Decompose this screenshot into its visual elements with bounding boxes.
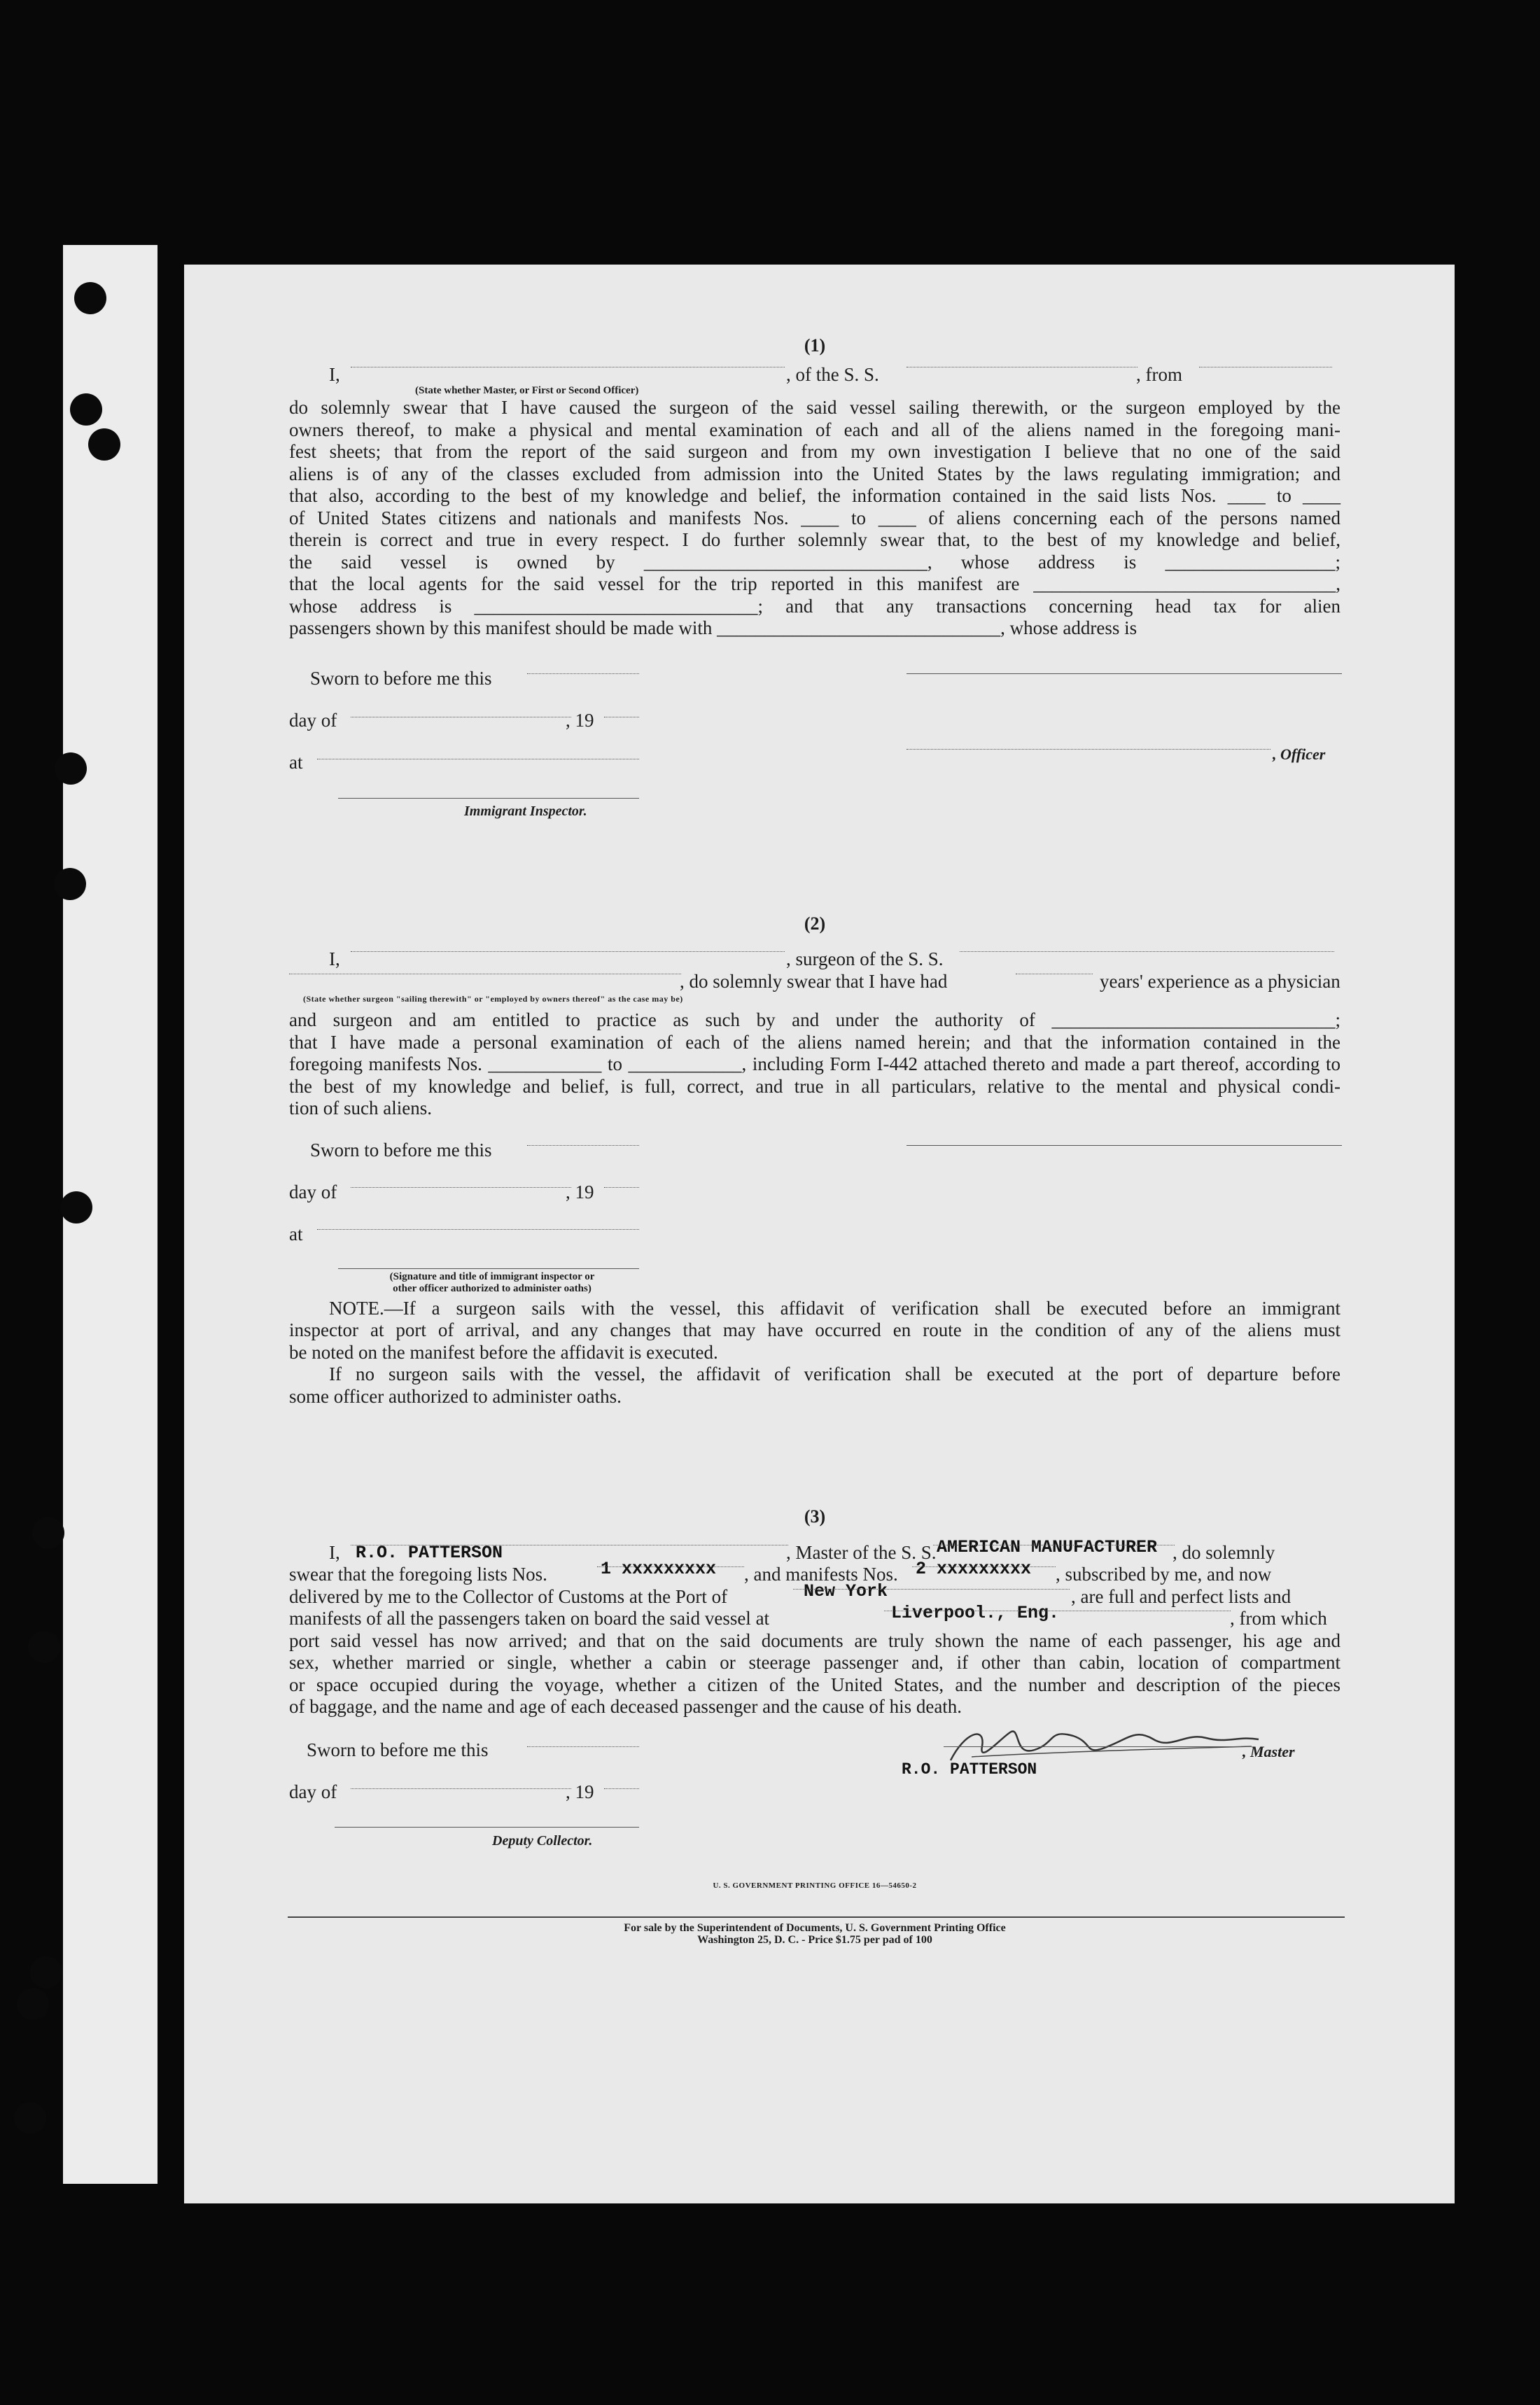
subscribed-label: , subscribed by me, and now bbox=[1056, 1564, 1272, 1585]
section-1-text-line: aliens is of any of the classes excluded from admission into the United States by the laws regulating immigration; and bbox=[289, 463, 1340, 484]
officer-caption: (State whether Master, or First or Second Officer) bbox=[415, 385, 639, 396]
typed-master-name: R.O. PATTERSON bbox=[356, 1542, 503, 1563]
section-3-number: (3) bbox=[804, 1506, 826, 1527]
officer-label: , Officer bbox=[1273, 745, 1326, 763]
typed-departure-port: Liverpool., Eng. bbox=[891, 1603, 1060, 1623]
official-signature-line[interactable] bbox=[338, 1268, 639, 1269]
section-1-text-line: of United States citizens and nationals and manifests Nos. ____ to ____ of aliens concerning each of the persons named bbox=[289, 507, 1340, 528]
sworn-label: Sworn to before me this bbox=[310, 1139, 492, 1161]
of-the-ss-label: , of the S. S. bbox=[786, 363, 879, 385]
pronoun-i: I, bbox=[329, 363, 340, 385]
surgeon-name-blank[interactable] bbox=[351, 951, 785, 952]
surgeon-ship-blank[interactable] bbox=[960, 951, 1334, 952]
year-blank[interactable] bbox=[604, 1187, 639, 1188]
sworn-label: Sworn to before me this bbox=[310, 667, 492, 689]
punch-hole bbox=[54, 868, 86, 900]
sworn-label: Sworn to before me this bbox=[307, 1739, 489, 1760]
perfect-lists-label: , are full and perfect lists and bbox=[1071, 1585, 1292, 1607]
from-label: , from bbox=[1136, 363, 1182, 385]
day-of-blank[interactable] bbox=[351, 1788, 571, 1789]
at-blank[interactable] bbox=[317, 1229, 639, 1230]
section-1-number: (1) bbox=[804, 335, 826, 356]
section-3-text-line: of baggage, and the name and age of each deceased passenger and the cause of his death. bbox=[289, 1696, 962, 1717]
day-of-label: day of bbox=[289, 709, 337, 731]
punch-hole bbox=[30, 1956, 62, 1989]
official-caption-line-1: (Signature and title of immigrant inspector or bbox=[389, 1270, 595, 1282]
note-text-line: NOTE.—If a surgeon sails with the vessel, this affidavit of verification shall be executed before an immigrant bbox=[329, 1297, 1340, 1319]
port-blank[interactable] bbox=[793, 1589, 1070, 1590]
section-3-paragraph bbox=[289, 1630, 1340, 1718]
document-content bbox=[289, 335, 1340, 1946]
surgeon-caption: (State whether surgeon "sailing therewith" or "employed by owners thereof" as the case may be) bbox=[303, 994, 683, 1004]
official-caption-line-2: other officer authorized to administer oaths) bbox=[393, 1282, 592, 1294]
at-label: at bbox=[289, 1223, 303, 1244]
section-1-text-line: passengers shown by this manifest should be made with ______________________________, whose address is bbox=[289, 617, 1138, 638]
note-text-line: inspector at port of arrival, and any changes that may have occurred en route in the condition of any of the aliens must bbox=[289, 1319, 1340, 1340]
punch-hole bbox=[60, 1191, 92, 1223]
typed-signature-name: R.O. PATTERSON bbox=[902, 1760, 1037, 1779]
section-2-text-line: tion of such aliens. bbox=[289, 1098, 432, 1119]
footer-sale bbox=[289, 1922, 1340, 1946]
swear-lists-label: swear that the foregoing lists Nos. bbox=[289, 1564, 547, 1585]
section-1-text-line: do solemnly swear that I have caused the surgeon of the said vessel sailing therewith, or the surgeon employed by the bbox=[289, 397, 1340, 418]
punch-hole bbox=[70, 393, 102, 426]
printer-line: U. S. GOVERNMENT PRINTING OFFICE 16—54650-2 bbox=[713, 1881, 917, 1890]
section-2-signature-block bbox=[289, 1120, 1340, 1294]
punch-hole bbox=[88, 428, 120, 461]
year-label: , 19 bbox=[566, 1781, 594, 1802]
section-3-signature-block bbox=[289, 1718, 1340, 1858]
day-of-label: day of bbox=[289, 1781, 337, 1802]
surgeon-signature-line[interactable] bbox=[906, 1145, 1342, 1146]
do-solemnly-label: , do solemnly bbox=[1172, 1541, 1275, 1563]
typed-vessel-name: AMERICAN MANUFACTURER bbox=[937, 1536, 1158, 1557]
typed-list-numbers: 1 xxxxxxxxx bbox=[601, 1559, 717, 1579]
footer-sale-line-2: Washington 25, D. C. - Price $1.75 per pad of 100 bbox=[697, 1934, 932, 1946]
master-signature-line[interactable] bbox=[944, 1746, 1241, 1747]
manifests-blank[interactable] bbox=[912, 1566, 1056, 1567]
lists-blank[interactable] bbox=[597, 1566, 744, 1567]
sworn-blank[interactable] bbox=[527, 1746, 639, 1747]
punch-hole bbox=[17, 1988, 49, 2020]
surgeon-of-ss-label: , surgeon of the S. S. bbox=[786, 948, 944, 969]
deputy-signature-line[interactable] bbox=[335, 1827, 639, 1828]
section-2-number: (2) bbox=[804, 913, 826, 934]
section-3-text-line: sex, whether married or single, whether a cabin or steerage passenger and, if other than cabin, location of compartment bbox=[289, 1652, 1340, 1673]
from-which-label: , from which bbox=[1230, 1608, 1327, 1629]
section-1-text-line: therein is correct and true in every respect. I do further solemnly swear that, to the best of my knowledge and belief, bbox=[289, 529, 1340, 550]
year-label: , 19 bbox=[566, 1181, 594, 1202]
section-1-paragraph bbox=[289, 397, 1340, 640]
year-label: , 19 bbox=[566, 709, 594, 731]
master-of-label: , Master of the S. S. bbox=[786, 1541, 937, 1563]
section-2-text-line: and surgeon and am entitled to practice as such by and under the authority of ______________________________; bbox=[289, 1009, 1340, 1030]
note-text-line: If no surgeon sails with the vessel, the affidavit of verification shall be executed at the port of departure before bbox=[329, 1363, 1340, 1384]
master-label: , Master bbox=[1242, 1742, 1295, 1760]
inspector-signature-line[interactable] bbox=[338, 798, 639, 799]
section-1-text-line: owners thereof, to make a physical and mental examination of each and all of the aliens named in the foregoing mani- bbox=[289, 419, 1340, 440]
officer-signature-line[interactable] bbox=[906, 673, 1342, 674]
section-2-line-1 bbox=[289, 948, 1340, 971]
section-3-line-3 bbox=[289, 1580, 1340, 1608]
punch-hole bbox=[32, 1517, 64, 1549]
note-text-line: be noted on the manifest before the affidavit is executed. bbox=[289, 1341, 718, 1363]
at-label: at bbox=[289, 751, 303, 773]
pronoun-i: I, bbox=[329, 948, 340, 969]
section-3-text-line: or space occupied during the voyage, whether a citizen of the United States, and the number and description of the pieces bbox=[289, 1674, 1340, 1695]
day-of-blank[interactable] bbox=[351, 1187, 571, 1188]
section-3-text-line: port said vessel has now arrived; and that on the said documents are truly shown the name of each passenger, his age and bbox=[289, 1629, 1340, 1651]
note-text-line: some officer authorized to administer oaths. bbox=[289, 1385, 622, 1407]
punch-hole bbox=[14, 2102, 46, 2134]
section-1-text-line: the said vessel is owned by ______________________________, whose address is __________________; bbox=[289, 551, 1340, 573]
year-blank[interactable] bbox=[604, 1788, 639, 1789]
section-1-signature-block bbox=[289, 640, 1340, 878]
official-caption bbox=[345, 1271, 639, 1295]
section-1-text-line: whose address is ______________________________; and that any transactions concerning head tax for alien bbox=[289, 595, 1340, 617]
deputy-label: Deputy Collector. bbox=[492, 1832, 593, 1849]
punch-hole bbox=[55, 752, 87, 785]
section-2-text-line: that I have made a personal examination of each of the aliens named herein; and that the information contained in the bbox=[289, 1031, 1340, 1053]
typed-manifest-numbers: 2 xxxxxxxxx bbox=[916, 1559, 1032, 1579]
section-3-line-4 bbox=[289, 1603, 1340, 1630]
and-manifests-label: , and manifests Nos. bbox=[744, 1564, 898, 1585]
sworn-blank[interactable] bbox=[527, 1145, 639, 1146]
sworn-blank[interactable] bbox=[527, 673, 639, 674]
inspector-label: Immigrant Inspector. bbox=[464, 803, 587, 819]
surgeon-note bbox=[289, 1298, 1340, 1408]
manifests-all-label: manifests of all the passengers taken on board the said vessel at bbox=[289, 1608, 770, 1629]
section-2-text-line: foregoing manifests Nos. ____________ to ____________, including Form I-442 attached thereto and made a part thereof, according to bbox=[289, 1053, 1340, 1074]
pronoun-i: I, bbox=[329, 1541, 340, 1563]
day-of-label: day of bbox=[289, 1181, 337, 1202]
section-1-text-line: that also, according to the best of my knowledge and belief, the information contained in the said lists Nos. ____ to ____ bbox=[289, 485, 1340, 506]
footer-divider bbox=[288, 1916, 1345, 1918]
section-3-line-1 bbox=[289, 1536, 1340, 1564]
years-experience-label: years' experience as a physician bbox=[1100, 970, 1340, 992]
swear-had-label: , do solemnly swear that I have had bbox=[680, 970, 948, 992]
footer-sale-line-1: For sale by the Superintendent of Documents, U. S. Government Printing Office bbox=[624, 1922, 1006, 1934]
section-2-text-line: the best of my knowledge and belief, is full, correct, and true in all particulars, relative to the mental and physical condi- bbox=[289, 1075, 1340, 1097]
delivered-label: delivered by me to the Collector of Customs at the Port of bbox=[289, 1585, 728, 1607]
document-page bbox=[184, 265, 1455, 2203]
section-1-text-line: that the local agents for the said vessel for the trip reported in this manifest are ________________________________, bbox=[289, 573, 1340, 594]
section-1-text-line: fest sheets; that from the report of the said surgeon and from my own investigation I believe that no one of the said bbox=[289, 441, 1340, 462]
officer-title-blank[interactable] bbox=[906, 749, 1270, 750]
punch-hole bbox=[28, 1631, 60, 1663]
section-2-paragraph bbox=[289, 1009, 1340, 1120]
typed-port: New York bbox=[804, 1580, 888, 1601]
punch-hole bbox=[74, 282, 106, 314]
